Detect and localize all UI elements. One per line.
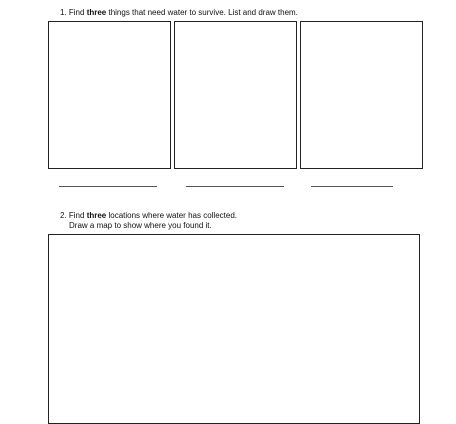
answer-line-3[interactable] <box>311 186 393 187</box>
drawing-box-3[interactable] <box>300 21 423 169</box>
question-1-emphasis: three <box>86 8 107 17</box>
question-1-text <box>60 8 298 18</box>
question-2-emphasis: three <box>86 211 107 220</box>
question-2-prefix: 2. Find <box>60 211 87 220</box>
map-drawing-area[interactable] <box>48 234 420 424</box>
question-1-prefix: 1. Find <box>60 8 87 17</box>
question-2-text <box>60 211 237 221</box>
question-2-instruction: Draw a map to show where you found it. <box>69 221 212 230</box>
drawing-box-1[interactable] <box>48 21 171 169</box>
drawing-box-2[interactable] <box>174 21 297 169</box>
answer-line-2[interactable] <box>186 186 284 187</box>
answer-line-1[interactable] <box>59 186 157 187</box>
question-2-suffix: locations where water has collected. <box>106 211 237 220</box>
question-1-suffix: things that need water to survive. List and draw them. <box>106 8 298 17</box>
